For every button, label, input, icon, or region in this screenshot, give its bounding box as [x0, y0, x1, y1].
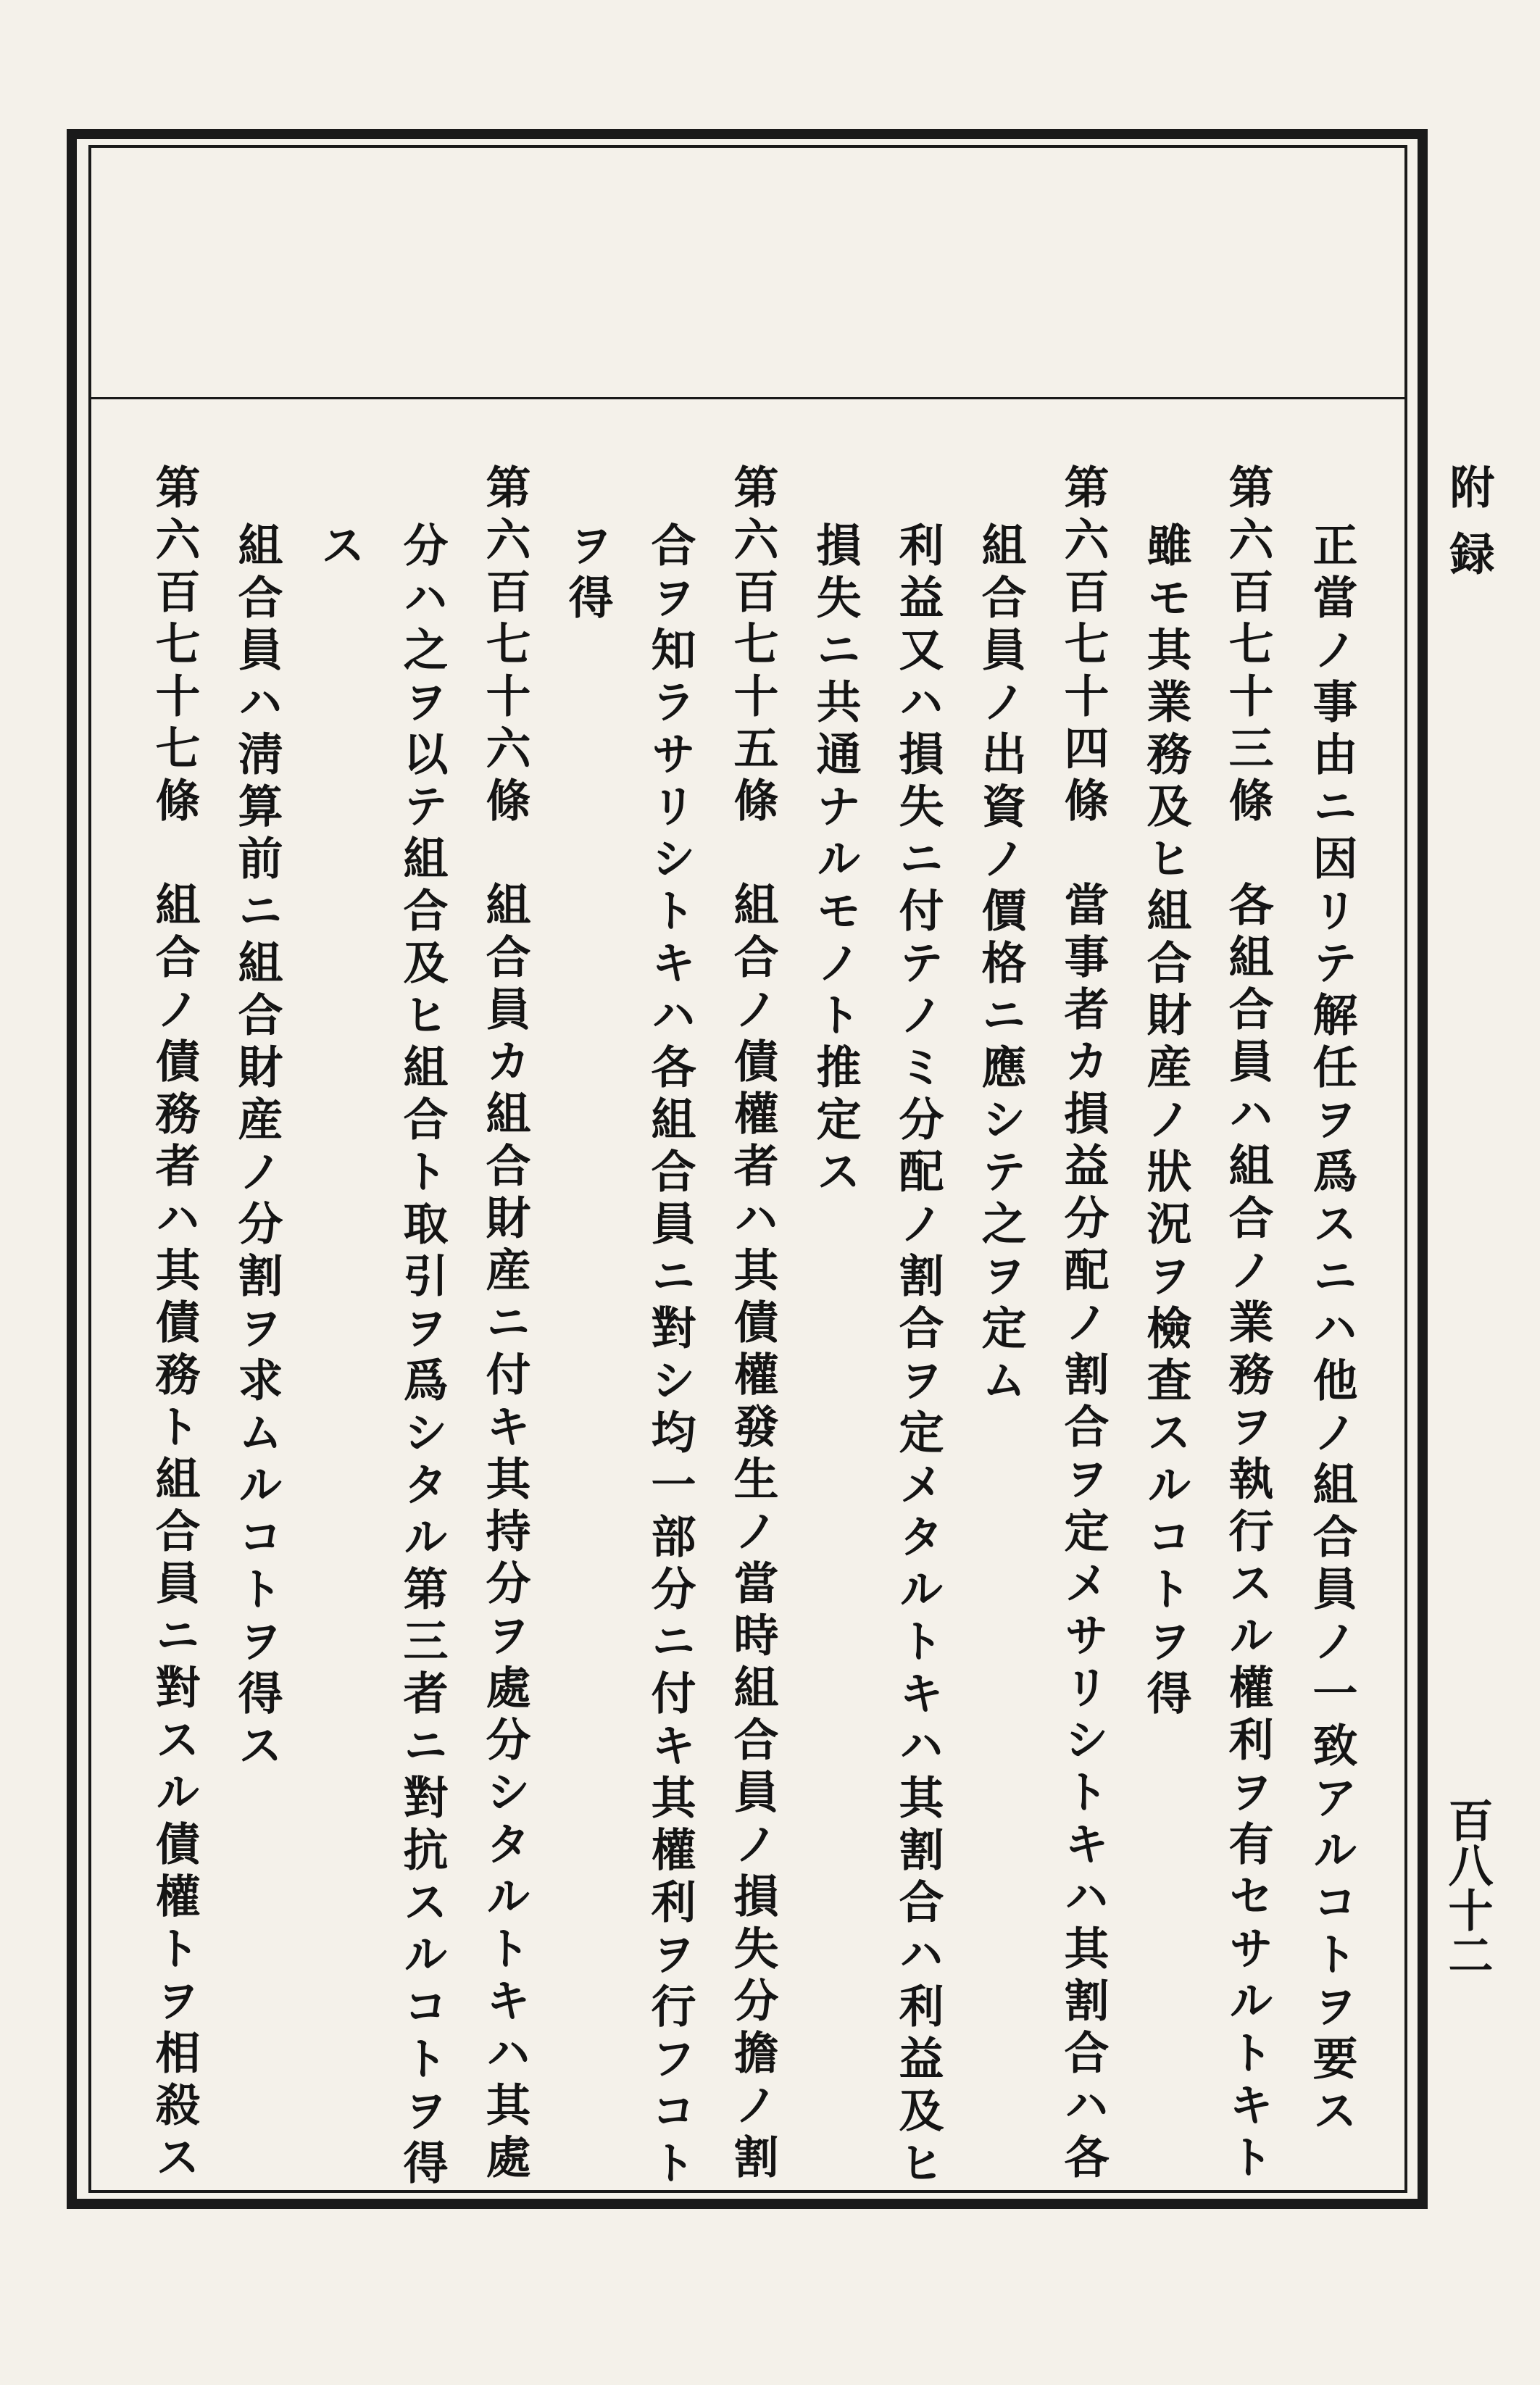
page-number: 百八十二 [1441, 1797, 1494, 1977]
text-column: 第六百七十五條 組合ノ債權者ハ其債權發生ノ當時組合員ノ損失分擔ノ割 [726, 464, 779, 2186]
text-column: 第六百七十四條 當事者カ損益分配ノ割合ヲ定メサリシトキハ其割合ハ各 [1057, 464, 1110, 2186]
text-column: 正當ノ事由ニ因リテ解任ヲ爲スニハ他ノ組合員ノ一致アルコトヲ要ス [1305, 522, 1358, 2139]
text-column: 組合員ハ淸算前ニ組合財産ノ分割ヲ求ムルコトヲ得ス [230, 522, 283, 1774]
text-column: 雖モ其業務及ヒ組合財産ノ狀況ヲ檢査スルコトヲ得 [1139, 522, 1192, 1722]
text-column: 第六百七十三條 各組合員ハ組合ノ業務ヲ執行スル權利ヲ有セサルトキト [1221, 464, 1274, 2186]
text-column: 第六百七十六條 組合員カ組合財産ニ付キ其持分ヲ處分シタルトキハ其處 [478, 464, 531, 2186]
text-column: 合ヲ知ラサリシトキハ各組合員ニ對シ均一部分ニ付キ其權利ヲ行フコト [644, 522, 696, 2192]
side-label: 附録 [1442, 464, 1495, 597]
header-rule [88, 397, 1407, 399]
text-column: 分ハ之ヲ以テ組合及ヒ組合ト取引ヲ爲シタル第三者ニ對抗スルコトヲ得 [396, 522, 449, 2192]
text-column: 利益又ハ損失ニ付テノミ分配ノ割合ヲ定メタルトキハ其割合ハ利益及ヒ [891, 522, 944, 2192]
text-column: 組合員ノ出資ノ價格ニ應シテ之ヲ定ム [974, 522, 1027, 1409]
text-column: 損失ニ共通ナルモノト推定ス [809, 522, 862, 1200]
text-column: 第六百七十七條 組合ノ債務者ハ其債務ト組合員ニ對スル債權トヲ相殺ス [148, 464, 201, 2186]
text-column: ヲ得 [561, 522, 614, 626]
text-column: ス [313, 522, 366, 574]
